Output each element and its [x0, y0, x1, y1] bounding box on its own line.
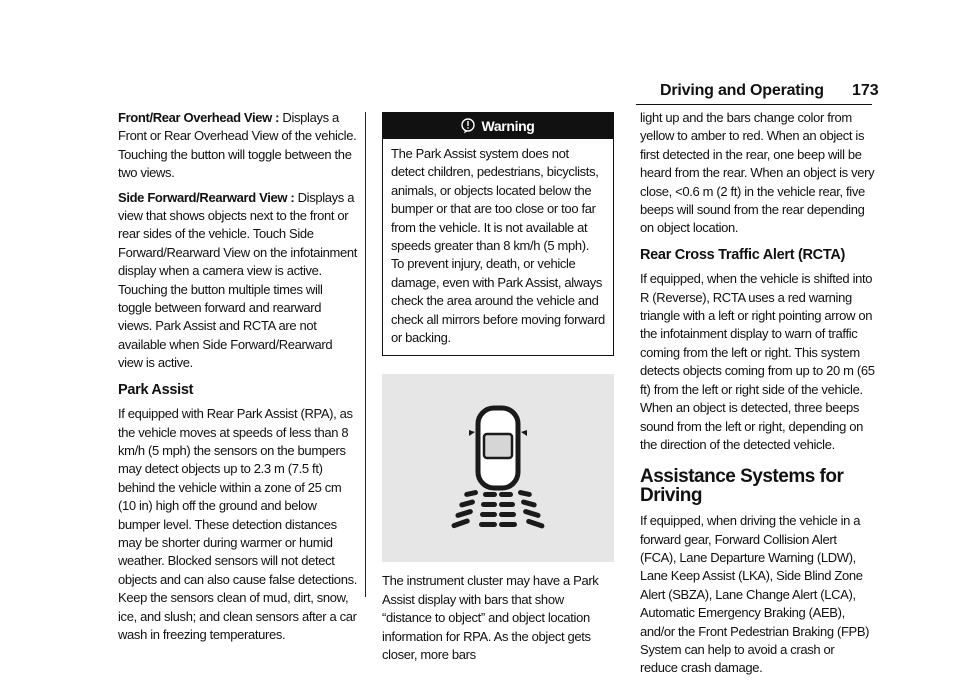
- running-header-title: Driving and Operating: [660, 82, 824, 99]
- term-side-view: Side Forward/Rearward View :: [118, 189, 295, 205]
- text-front-rear-view: Displays a Front or Rear Overhead View of the vehicle. Touching the button will toggle between the two views.: [118, 110, 357, 181]
- column-divider: [365, 112, 366, 597]
- warning-title: Warning: [481, 117, 535, 134]
- warning-header: [383, 113, 613, 139]
- header-rule: [636, 104, 872, 105]
- warning-exclamation-icon: [461, 118, 475, 134]
- page-number: 173: [852, 82, 879, 99]
- park-assist-car-icon: [382, 374, 614, 562]
- paragraph-bar-colors: light up and the bars change color from yellow to amber to red. When an object is first detected in the rear, one beep will be heard from the rear. When an object is very close, <0.6 m (2 ft) in the vehicle rear, five beeps will sound from the rear depending on object location.: [640, 110, 875, 236]
- paragraph-assistance-systems: If equipped, when driving the vehicle in a forward gear, Forward Collision Alert (FCA), Lane Departure Warning (LDW), Lane Keep Assist (LKA), Side Blind Zone Alert (SBZA), Lane Change Alert (LCA), Automatic Emergency Braking (AEB), and/or the Front Pedestrian Braking (FPB) System can help to avoid a crash or reduce crash damage.: [640, 513, 870, 676]
- heading-assistance-systems: Assistance Systems for Driving: [640, 466, 844, 506]
- column-left: [118, 109, 358, 650]
- paragraph-rcta: If equipped, when the vehicle is shifted into R (Reverse), RCTA uses a red warning triangle with a left or right pointing arrow on the infotainment display to warn of traffic coming from the left or right. This system detects objects coming from up to 20 m (65 ft) from the left or right side of the vehicle. When an object is detected, three beeps sound from the left or right, depending on the direction of the detected vehicle.: [640, 271, 875, 452]
- column-right: [640, 109, 875, 684]
- park-assist-figure: [382, 374, 614, 562]
- paragraph-park-assist: If equipped with Rear Park Assist (RPA), as the vehicle moves at speeds of less than 8 km/h (5 mph) the sensors on the bumpers may detect objects up to 2.3 m (7.5 ft) behind the vehicle within a zone of 25 cm (10 in) high off the ground and below bumper level. These detection distances may be shorter during warmer or humid weather. Blocked sensors will not detect objects and can also cause false detections. Keep the sensors clean of mud, dirt, snow, ice, and slush; and clean sensors after a car wash in freezing temperatures.: [118, 406, 357, 642]
- figure-caption: The instrument cluster may have a Park Assist display with bars that show “distance to object” and object location information for RPA. As the object gets closer, more bars: [382, 573, 599, 663]
- warning-text: The Park Assist system does not detect children, pedestrians, bicyclists, animals, or objects located below the bumper or that are too close or too far from the vehicle. It is not available at speeds greater than 8 km/h (5 mph). To prevent injury, death, or vehicle damage, even with Park Assist, always check the area around the vehicle and check all mirrors before moving forward or backing.: [391, 146, 605, 346]
- term-front-rear-view: Front/Rear Overhead View :: [118, 110, 280, 125]
- warning-box: [382, 112, 614, 356]
- text-side-view: Displays a view that shows objects next to the front or rear sides of the vehicle. Touch Side Forward/Rearward View on the infotainment display when a camera view is active. Touching the button multiple times will toggle between forward and rearward views. Park Assist and RCTA are not available when Side Forward/Rearward view is active.: [118, 189, 358, 371]
- heading-park-assist: Park Assist: [118, 381, 194, 398]
- paragraph-front-rear-view: [118, 109, 358, 183]
- column-middle: [382, 112, 614, 671]
- paragraph-side-view: [118, 189, 358, 373]
- heading-rcta: Rear Cross Traffic Alert (RCTA): [640, 246, 846, 263]
